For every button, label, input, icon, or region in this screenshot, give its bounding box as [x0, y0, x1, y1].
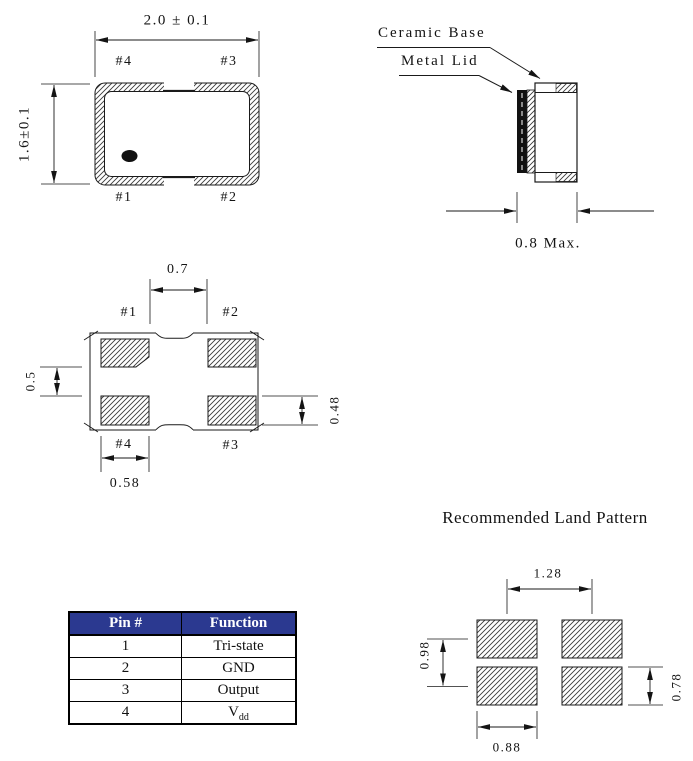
side-thickness-dim: 0.8 Max.	[515, 235, 581, 252]
pad-4-shape	[101, 396, 149, 425]
function-column-header: Function	[182, 612, 297, 635]
pad-2-shape	[208, 339, 256, 367]
pin-table-body	[69, 635, 296, 724]
bottom-view-pin1-label: #1	[120, 305, 138, 320]
pad-3-shape	[208, 396, 256, 425]
pin-function-table	[68, 611, 297, 725]
table-row	[69, 658, 296, 680]
pin-table-header	[69, 612, 296, 635]
pin-function-cell: $V_{dd}$	[182, 702, 297, 725]
top-view-pin3-label: #3	[220, 54, 238, 69]
pin-function-cell: Tri-state	[182, 635, 297, 658]
land-pad-shape	[477, 667, 537, 705]
land-pad-height-dim: 0.78	[668, 672, 684, 702]
pin-number-cell: 1	[69, 635, 182, 658]
bottom-pad-width-dim: 0.58	[109, 476, 141, 491]
land-horizontal-pitch-dim: 1.28	[533, 565, 563, 581]
bottom-pad-height-dim: 0.48	[326, 395, 342, 425]
table-row	[69, 680, 296, 702]
metal-lid-label: Metal Lid	[401, 53, 479, 69]
pin-number-cell: 2	[69, 658, 182, 680]
top-view-height-dim: 1.6±0.1	[16, 105, 33, 163]
pin-function-cell: Output	[182, 680, 297, 702]
table-row	[69, 702, 296, 725]
bottom-view-drawing	[40, 279, 318, 472]
bottom-view-pin3-label: #3	[222, 438, 240, 453]
bottom-view-pin4-label: #4	[115, 437, 133, 452]
land-pattern-drawing	[427, 579, 663, 739]
pin-number-cell: 4	[69, 702, 182, 725]
ceramic-base-shape	[535, 83, 577, 182]
pin-column-header: Pin #	[69, 612, 182, 635]
land-vertical-pitch-dim: 0.98	[416, 640, 432, 670]
bottom-center-gap-dim: 0.7	[167, 262, 189, 277]
pad-1-shape	[101, 339, 149, 367]
top-view-pin4-label: #4	[115, 54, 133, 69]
pin-number-cell: 3	[69, 680, 182, 702]
bottom-view-pin2-label: #2	[222, 305, 240, 320]
ceramic-base-label: Ceramic Base	[378, 25, 486, 41]
bottom-vertical-gap-dim: 0.5	[22, 370, 38, 392]
pin-table-head-row	[69, 612, 296, 635]
land-pad-shape	[562, 667, 622, 705]
land-pad-shape	[562, 620, 622, 658]
top-view-pin1-label: #1	[115, 190, 133, 205]
top-view-pin2-label: #2	[220, 190, 238, 205]
pin1-index-dot	[122, 150, 138, 162]
land-pattern-title: Recommended Land Pattern	[442, 508, 648, 527]
land-pad-shape	[477, 620, 537, 658]
pin-function-cell: GND	[182, 658, 297, 680]
top-view-width-dim: 2.0 ± 0.1	[143, 12, 211, 29]
table-row	[69, 635, 296, 658]
land-pad-width-dim: 0.88	[492, 739, 522, 755]
side-view-drawing	[377, 48, 654, 224]
